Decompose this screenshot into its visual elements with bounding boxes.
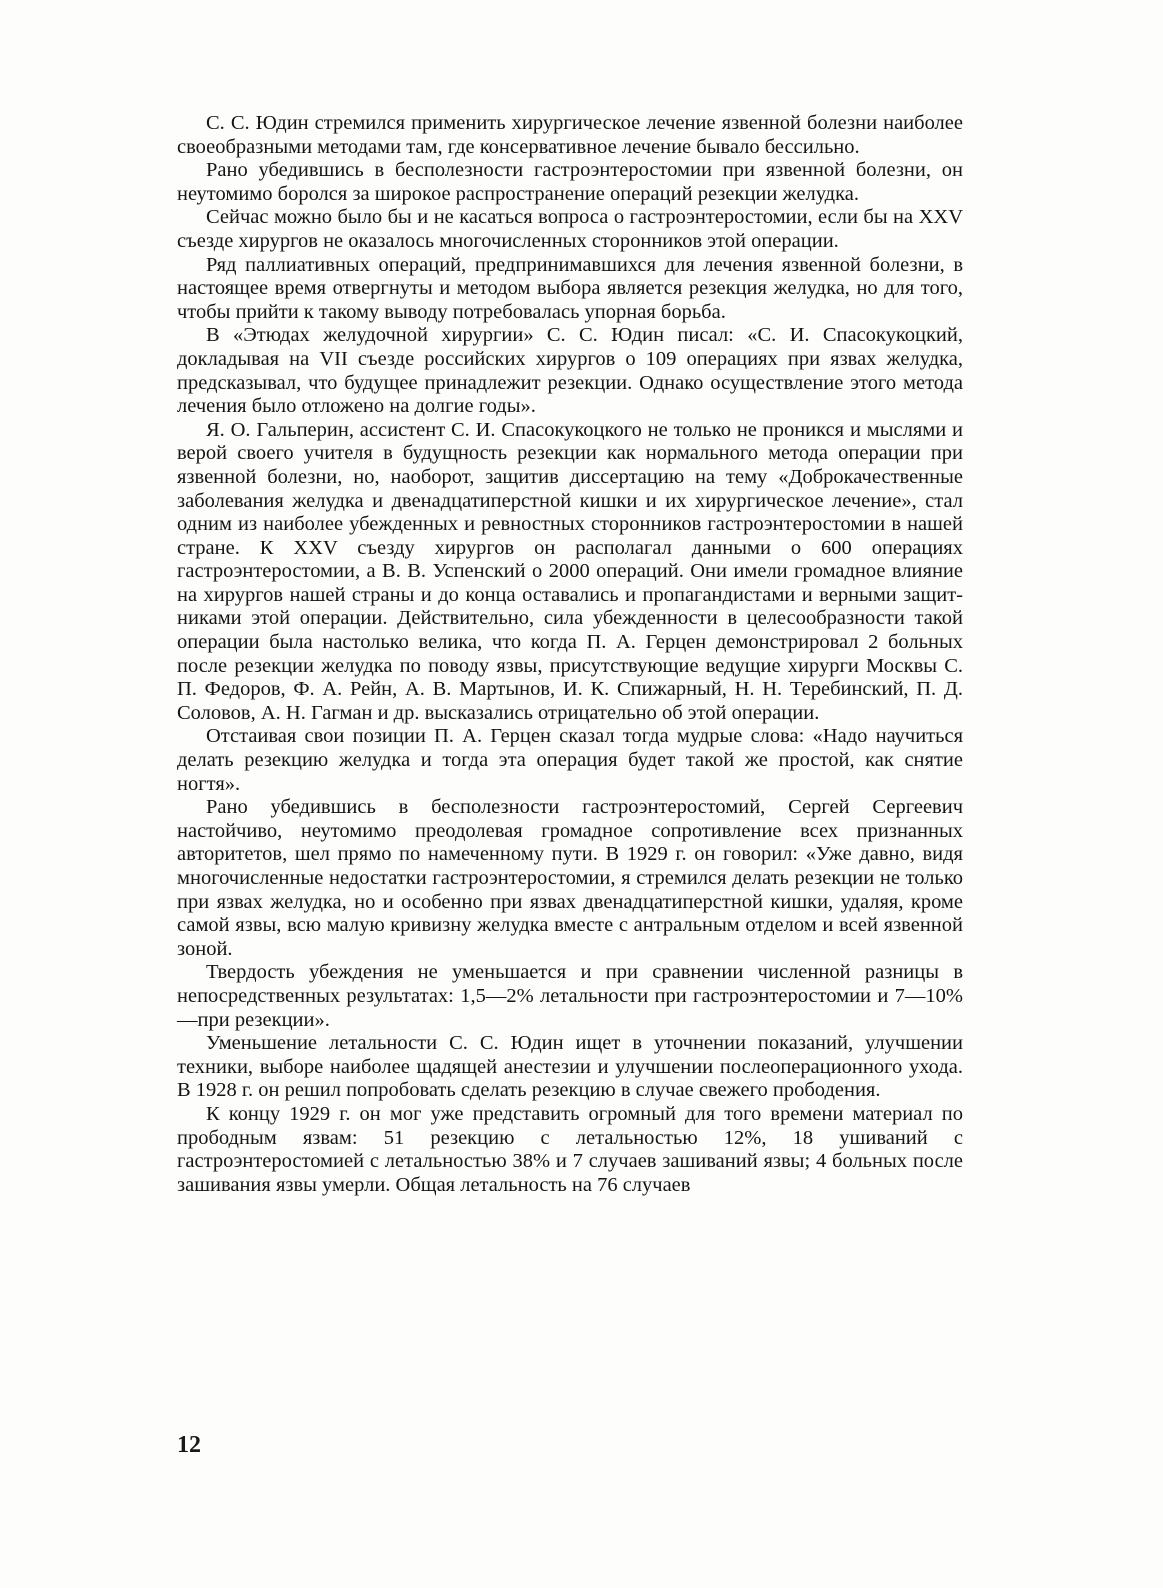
paragraph-4: Ряд паллиативных операций, предпринимавшихся для лечения язвенной болезни, в настоящее время отвергнуты и методом выбора является резекция желудка, но для того, чтобы прийти к такому выводу потребовалась упорная борьба. — [177, 253, 963, 323]
paragraph-8: Рано убедившись в бесполезности гастроэнтеростомий, Сергей Сергеевич настойчиво, неутомимо преодолевая громадное сопротивление всех признанных авторитетов, шел прямо по намеченному пути. В 1929 г. он говорил: «Уже давно, видя многочисленные недостатки гастроэнтеростомии, я стремился делать резекции не только при язвах желудка, но и особенно при язвах двенадцатиперстной кишки, удаляя, кроме самой язвы, всю малую кривизну желудка вместе с антральным отделом и всей язвенной зоной. — [177, 796, 963, 960]
page-number: 12 — [177, 1432, 201, 1458]
body-text — [177, 112, 963, 1197]
paragraph-1: С. С. Юдин стремился применить хирургическое лечение язвенной болезни наиболее своеобразными методами там, где консервативное лечение бывало бессильно. — [177, 112, 963, 158]
paragraph-10: Уменьшение летальности С. С. Юдин ищет в уточнении показаний, улучшении техники, выборе наиболее щадящей анестезии и улучшении послеоперационного ухода. В 1928 г. он решил попробовать сделать резекцию в случае свежего прободения. — [177, 1032, 963, 1102]
paragraph-2: Рано убедившись в бесполезности гастроэнтеростомии при язвенной болезни, он неутомимо боролся за широкое распространение операций резекции желудка. — [177, 159, 963, 205]
paragraph-7: Отстаивая свои позиции П. А. Герцен сказал тогда мудрые слова: «Надо научиться делать резекцию желудка и тогда эта операция будет такой же простой, как снятие ногтя». — [177, 725, 963, 795]
paragraph-9: Твердость убеждения не уменьшается и при сравнении численной разницы в непосредственных результатах: 1,5—2% летальности при гастроэнтеростомии и 7—10%—при резекции». — [177, 961, 963, 1031]
paragraph-5: В «Этюдах желудочной хирургии» С. С. Юдин писал: «С. И. Спасокукоцкий, докладывая на VII съезде российских хирургов о 109 операциях при язвах желудка, предсказывал, что будущее принадлежит резекции. Однако осуществление этого метода лечения было отложено на долгие годы». — [177, 324, 963, 418]
paragraph-3: Сейчас можно было бы и не касаться вопроса о гастроэнтеростомии, если бы на XXV съезде хирургов не оказалось многочисленных сторонников этой операции. — [177, 206, 963, 252]
paragraph-6: Я. О. Гальперин, ассистент С. И. Спасокукоцкого не только не проникся и мыслями и верой своего учителя в будущность резекции как нормального метода операции при язвенной болезни, но, наоборот, защитив диссертацию на тему «Доброкачественные заболевания желудка и двенадцатиперстной кишки и их хирургическое лечение», стал одним из наиболее убежденных и ревностных сторонников гастроэнтеростомии в нашей стране. К XXV съезду хирургов он располагал данными о 600 операциях гастроэнтеростомии, а В. В. Успенский о 2000 операций. Они имели громадное влияние на хирургов нашей страны и до конца оставались и пропагандистами и верными защитниками этой операции. Действительно, сила убежденности в целесообразности такой операции была настолько велика, что когда П. А. Герцен демонстрировал 2 больных после резекции желудка по поводу язвы, присутствующие ведущие хирурги Москвы С. П. Федоров, Ф. А. Рейн, А. В. Мартынов, И. К. Спижарный, Н. Н. Теребинский, П. Д. Соловов, А. Н. Гагман и др. высказались отрицательно об этой операции. — [177, 418, 963, 724]
paragraph-11: К концу 1929 г. он мог уже представить огромный для того времени материал по прободным язвам: 51 резекцию с летальностью 12%, 18 ушиваний с гастроэнтеростомией с летальностью 38% и 7 случаев зашиваний язвы; 4 больных после зашивания язвы умерли. Общая летальность на 76 случаев — [177, 1102, 963, 1196]
